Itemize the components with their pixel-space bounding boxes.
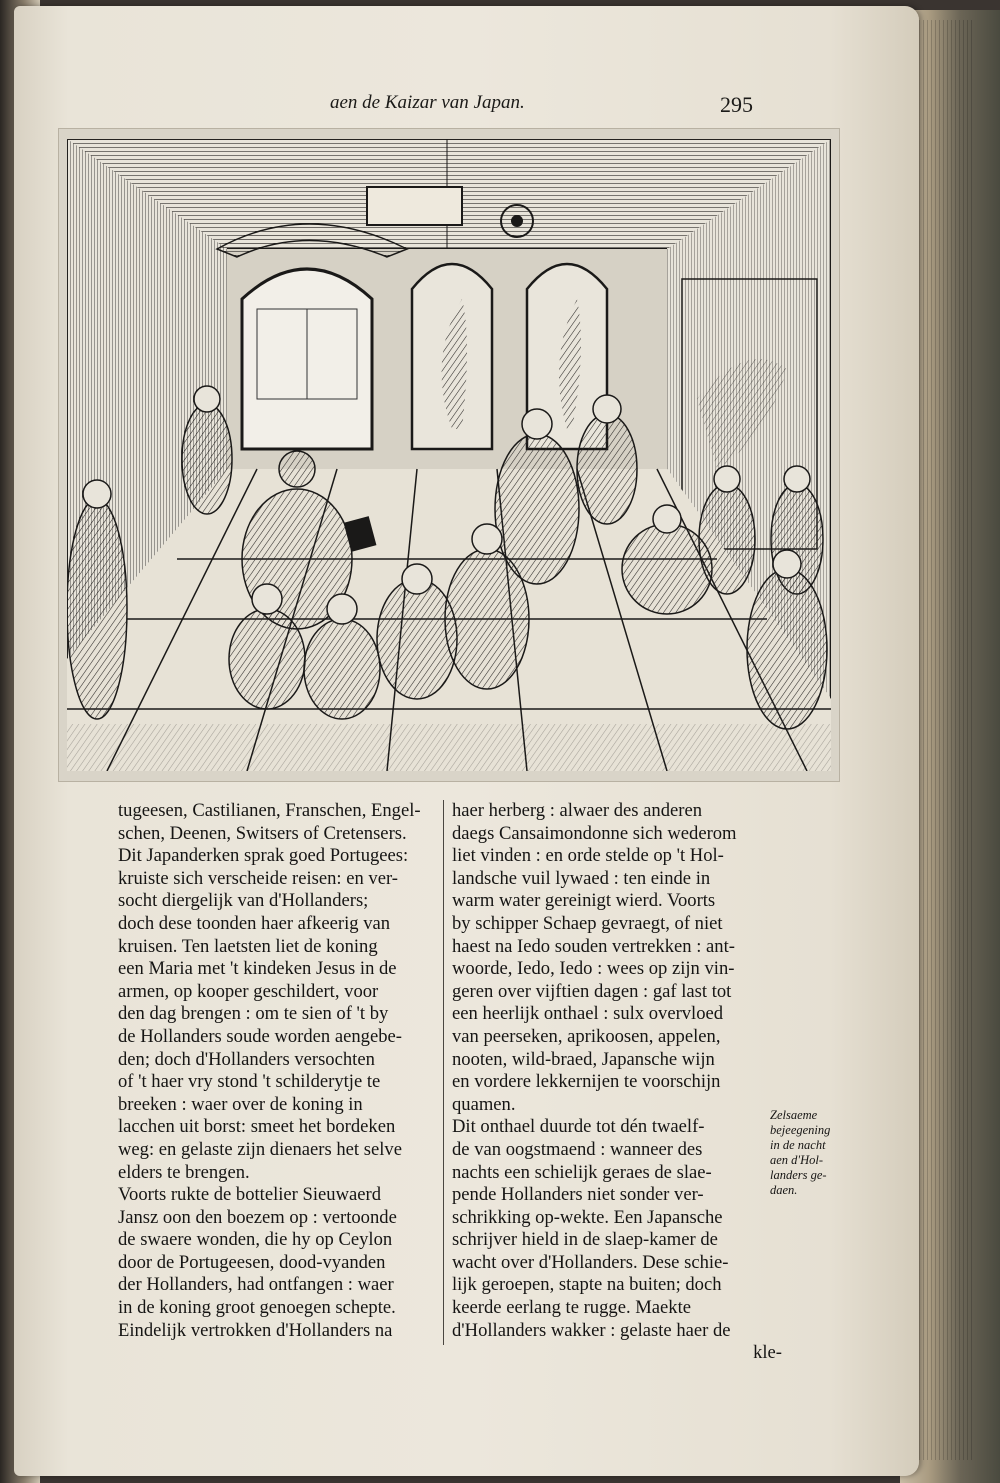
text-line: Dit Japanderken sprak goed Portugees: <box>118 845 409 867</box>
text-line: Dit onthael duurde tot dén twaelf- <box>452 1116 705 1138</box>
page-edges <box>915 20 975 1460</box>
text-line: keerde eerlang te rugge. Maekte <box>452 1297 692 1319</box>
margin-note <box>770 1108 840 1198</box>
text-line: de Hollanders soude worden aengebe- <box>118 1025 402 1047</box>
column-divider <box>443 800 444 1345</box>
margin-note-line: aen d'Hol- <box>770 1153 824 1167</box>
text-line: woorde, Iedo, Iedo : wees op zijn vin- <box>452 958 735 980</box>
text-line: den dag brengen : om te sien of 't by <box>118 1003 389 1025</box>
text-line: schrikking op-wekte. Een Japansche <box>452 1206 723 1228</box>
text-line: een heerlijk onthael : sulx overvloed <box>452 1003 724 1025</box>
text-line: weg: en gelaste zijn dienaers het selve <box>118 1138 402 1160</box>
text-line: haest na Iedo souden vertrekken : ant- <box>452 935 735 957</box>
text-line: elders te brengen. <box>118 1161 250 1183</box>
text-line: nachts een schielijk geraes de slae- <box>452 1161 712 1183</box>
margin-note-line: daen. <box>770 1183 798 1197</box>
text-line: door de Portugeesen, dood-vyanden <box>118 1251 386 1273</box>
text-line: pende Hollanders niet sonder ver- <box>452 1184 704 1206</box>
text-line: kruisen. Ten laetsten liet de koning <box>118 935 378 957</box>
text-line: tugeesen, Castilianen, Franschen, Engel- <box>118 800 421 821</box>
text-line: kle- <box>753 1342 782 1364</box>
text-line: nooten, wild-braed, Japansche wijn <box>452 1048 715 1070</box>
text-line: quamen. <box>452 1093 516 1115</box>
text-line: of 't haer vry stond 't schilderytje te <box>118 1071 381 1093</box>
margin-note-line: in de nacht <box>770 1138 826 1152</box>
text-line: Voorts rukte de bottelier Sieuwaerd <box>118 1184 381 1206</box>
text-line: doch dese toonden haer afkeerig van <box>118 912 391 934</box>
text-line: geren over vijftien dagen : gaf last tot <box>452 980 732 1002</box>
text-line: der Hollanders, had ontfangen : waer <box>118 1274 394 1296</box>
text-line: wacht over d'Hollanders. Dese schie- <box>452 1251 729 1273</box>
engraving-plate <box>58 128 840 782</box>
text-line: haer herberg : alwaer des anderen <box>452 800 703 821</box>
text-line: en vordere lekkernijen te voorschijn <box>452 1071 721 1093</box>
text-column-right <box>452 800 782 1365</box>
running-title: aen de Kaizar van Japan. <box>330 92 525 113</box>
margin-note-line: Zelsaeme <box>770 1108 818 1122</box>
text-line: landsche vuil lywaed : ten einde in <box>452 867 711 889</box>
text-line: een Maria met 't kindeken Jesus in de <box>118 958 397 980</box>
page-number: 295 <box>720 92 753 117</box>
text-line: Eindelijk vertrokken d'Hollanders na <box>118 1319 393 1341</box>
engraving-illustration <box>67 139 831 771</box>
text-line: daegs Cansaimondonne sich wederom <box>452 822 737 844</box>
margin-note-line: bejeegening <box>770 1123 831 1137</box>
text-line: schen, Deenen, Switsers of Cretensers. <box>118 822 407 844</box>
text-line: van peerseken, aprikoosen, appelen, <box>452 1025 721 1047</box>
text-line: Jansz oon den boezem op : vertoonde <box>118 1206 397 1228</box>
text-line: de swaere wonden, die hy op Ceylon <box>118 1229 393 1251</box>
text-line: de van oogstmaend : wanneer des <box>452 1138 703 1160</box>
text-column-left <box>118 800 448 1342</box>
text-line: socht diergelijk van d'Hollanders; <box>118 890 369 912</box>
text-line: by schipper Schaep gevraegt, of niet <box>452 912 723 934</box>
text-line: armen, op kooper geschildert, voor <box>118 980 379 1002</box>
text-line: lijk geroepen, stapte na buiten; doch <box>452 1274 722 1296</box>
text-line: schrijver hield in de slaep-kamer de <box>452 1229 718 1251</box>
text-line: warm water gereinigt wierd. Voorts <box>452 890 716 912</box>
text-line: breeken : waer over de koning in <box>118 1093 363 1115</box>
text-line: liet vinden : en orde stelde op 't Hol- <box>452 845 724 867</box>
text-line: den; doch d'Hollanders versochten <box>118 1048 375 1070</box>
text-line: in de koning groot genoegen schepte. <box>118 1297 396 1319</box>
text-line: d'Hollanders wakker : gelaste haer de <box>452 1319 731 1341</box>
text-line: kruiste sich verscheide reisen: en ver- <box>118 867 398 889</box>
margin-note-line: landers ge- <box>770 1168 827 1182</box>
text-line: lacchen uit borst: smeet het bordeken <box>118 1116 396 1138</box>
